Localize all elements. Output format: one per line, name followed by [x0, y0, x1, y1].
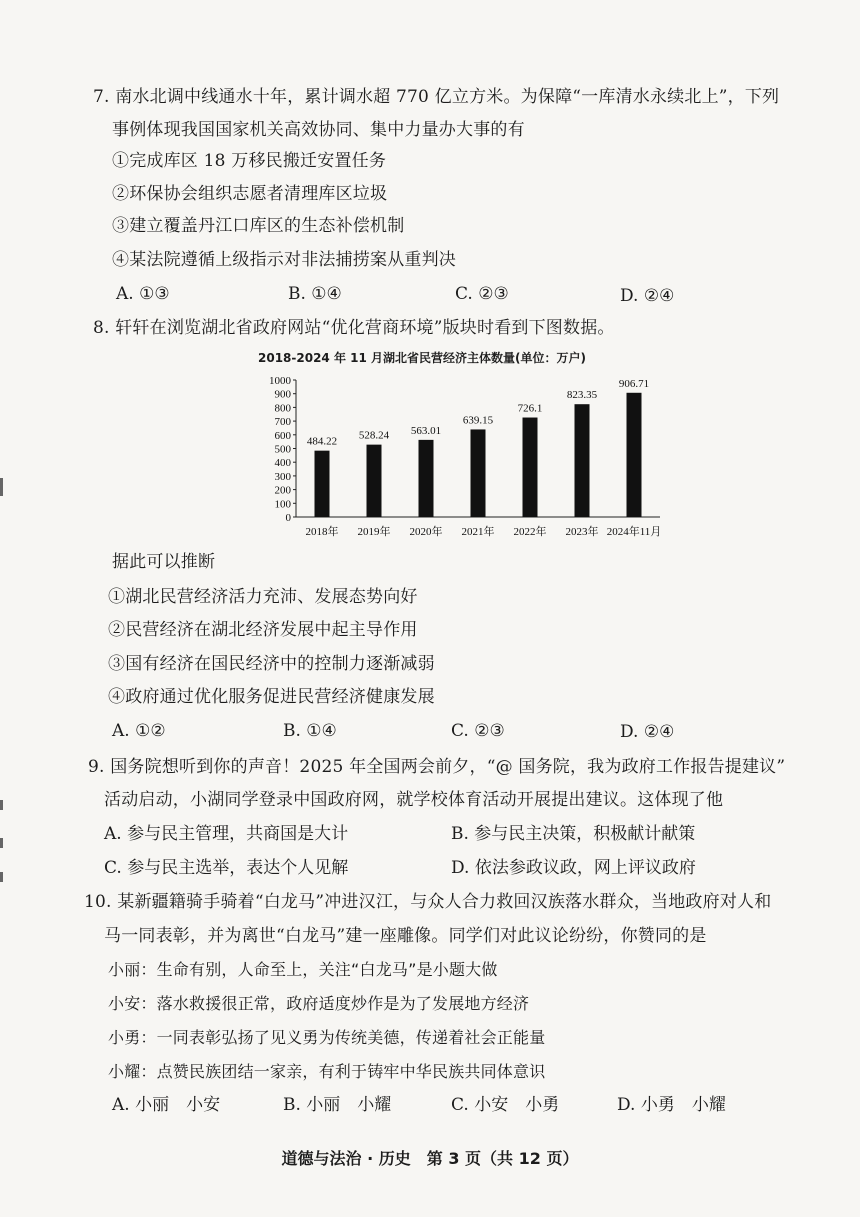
bar-value-label: 563.01: [410, 424, 442, 437]
q7-option-b[interactable]: B. ①④: [288, 284, 342, 304]
y-tick-label: 700: [274, 416, 291, 429]
bar: [627, 393, 642, 517]
q7-item: ③建立覆盖丹江口库区的生态补偿机制: [112, 216, 405, 236]
margin-mark: [0, 872, 3, 882]
bar: [523, 418, 538, 517]
bar: [419, 440, 434, 517]
x-tick-label: 2023年: [565, 526, 599, 538]
q8-item: ①湖北民营经济活力充沛、发展态势向好: [108, 587, 418, 607]
y-tick-label: 800: [274, 402, 291, 415]
bar-value-label: 484.22: [306, 435, 338, 448]
q10-option-b[interactable]: B. 小丽 小耀: [283, 1095, 392, 1115]
q9-stem-line2: 活动启动，小湖同学登录中国政府网，就学校体育活动开展提出建议。这体现了他: [104, 790, 724, 810]
q8-item: ③国有经济在国民经济中的控制力逐渐减弱: [108, 654, 435, 674]
y-tick-label: 900: [274, 388, 291, 401]
bar-chart: [252, 366, 672, 542]
y-tick-label: 1000: [269, 375, 291, 387]
bar-value-label: 906.71: [618, 377, 650, 390]
bar: [315, 451, 330, 517]
x-tick-label: 2022年: [513, 526, 547, 538]
bar: [367, 445, 382, 517]
q8-option-b[interactable]: B. ①④: [283, 721, 337, 741]
chart-title: 2018-2024 年 11 月湖北省民营经济主体数量(单位：万户): [258, 351, 586, 365]
y-tick-label: 0: [285, 512, 291, 524]
q10-option-d[interactable]: D. 小勇 小耀: [617, 1095, 726, 1115]
margin-mark: [0, 800, 3, 810]
q8-option-c[interactable]: C. ②③: [451, 721, 505, 741]
y-tick-label: 400: [274, 457, 291, 470]
q9-option-a[interactable]: A. 参与民主管理，共商国是大计: [104, 824, 349, 844]
bar-value-label: 639.15: [462, 414, 494, 427]
q8-item: ②民营经济在湖北经济发展中起主导作用: [108, 620, 418, 640]
q8-item: ④政府通过优化服务促进民营经济健康发展: [108, 687, 435, 707]
margin-mark: [0, 478, 3, 496]
bar-value-label: 823.35: [566, 389, 598, 402]
y-tick-label: 200: [274, 484, 291, 497]
q9-option-b[interactable]: B. 参与民主决策，积极献计献策: [451, 824, 696, 844]
bar-value-label: 528.24: [358, 429, 390, 442]
q7-item: ④某法院遵循上级指示对非法捕捞案从重判决: [112, 250, 456, 270]
x-tick-label: 2019年: [357, 526, 391, 538]
bar: [471, 429, 486, 517]
x-tick-label: 2020年: [409, 526, 443, 538]
q7-option-c[interactable]: C. ②③: [455, 284, 509, 304]
q7-stem-line1: 7. 南水北调中线通水十年，累计调水超 770 亿立方米。为保障“一库清水永续北上”，下列: [93, 87, 780, 107]
q9-option-d[interactable]: D. 依法参政议政，网上评议政府: [451, 858, 696, 878]
q7-item: ②环保协会组织志愿者清理库区垃圾: [112, 184, 388, 204]
q7-option-d[interactable]: D. ②④: [620, 286, 675, 306]
x-tick-label: 2021年: [461, 526, 495, 538]
q8-option-a[interactable]: A. ①②: [112, 721, 166, 741]
q10-item: 小丽：生命有别，人命至上，关注“白龙马”是小题大做: [108, 960, 498, 979]
x-tick-label: 2018年: [305, 526, 339, 538]
q10-option-a[interactable]: A. 小丽 小安: [112, 1095, 221, 1115]
page-footer: 道德与法治 · 历史 第 3 页（共 12 页）: [281, 1149, 579, 1168]
q10-option-c[interactable]: C. 小安 小勇: [451, 1095, 560, 1115]
q10-item: 小耀：点赞民族团结一家亲，有利于铸牢中华民族共同体意识: [108, 1062, 546, 1081]
y-tick-label: 300: [274, 470, 291, 483]
q9-stem-line1: 9. 国务院想听到你的声音！2025 年全国两会前夕，“@ 国务院，我为政府工作报告提建议”: [88, 757, 786, 777]
q7-item: ①完成库区 18 万移民搬迁安置任务: [112, 151, 387, 171]
q10-stem-line2: 马一同表彰，并为离世“白龙马”建一座雕像。同学们对此议论纷纷，你赞同的是: [104, 926, 707, 946]
q8-option-d[interactable]: D. ②④: [620, 722, 675, 742]
y-tick-label: 100: [274, 498, 291, 511]
bar: [575, 404, 590, 517]
x-tick-label: 2024年11月: [606, 526, 662, 538]
q8-stem-line1: 8. 轩轩在浏览湖北省政府网站“优化营商环境”版块时看到下图数据。: [93, 318, 615, 338]
q10-item: 小安：落水救援很正常，政府适度炒作是为了发展地方经济: [108, 994, 530, 1013]
y-tick-label: 600: [274, 429, 291, 442]
q7-stem-line2: 事例体现我国国家机关高效协同、集中力量办大事的有: [112, 120, 525, 140]
q9-option-c[interactable]: C. 参与民主选举，表达个人见解: [104, 858, 349, 878]
bar-value-label: 726.1: [517, 402, 543, 415]
y-tick-label: 500: [274, 443, 291, 456]
q10-stem-line1: 10. 某新疆籍骑手骑着“白龙马”冲进汉江，与众人合力救回汉族落水群众，当地政府对人和: [84, 892, 772, 912]
q10-item: 小勇：一同表彰弘扬了见义勇为传统美德，传递着社会正能量: [108, 1028, 546, 1047]
q7-option-a[interactable]: A. ①③: [116, 284, 170, 304]
q8-lead: 据此可以推断: [112, 552, 216, 572]
margin-mark: [0, 838, 3, 848]
